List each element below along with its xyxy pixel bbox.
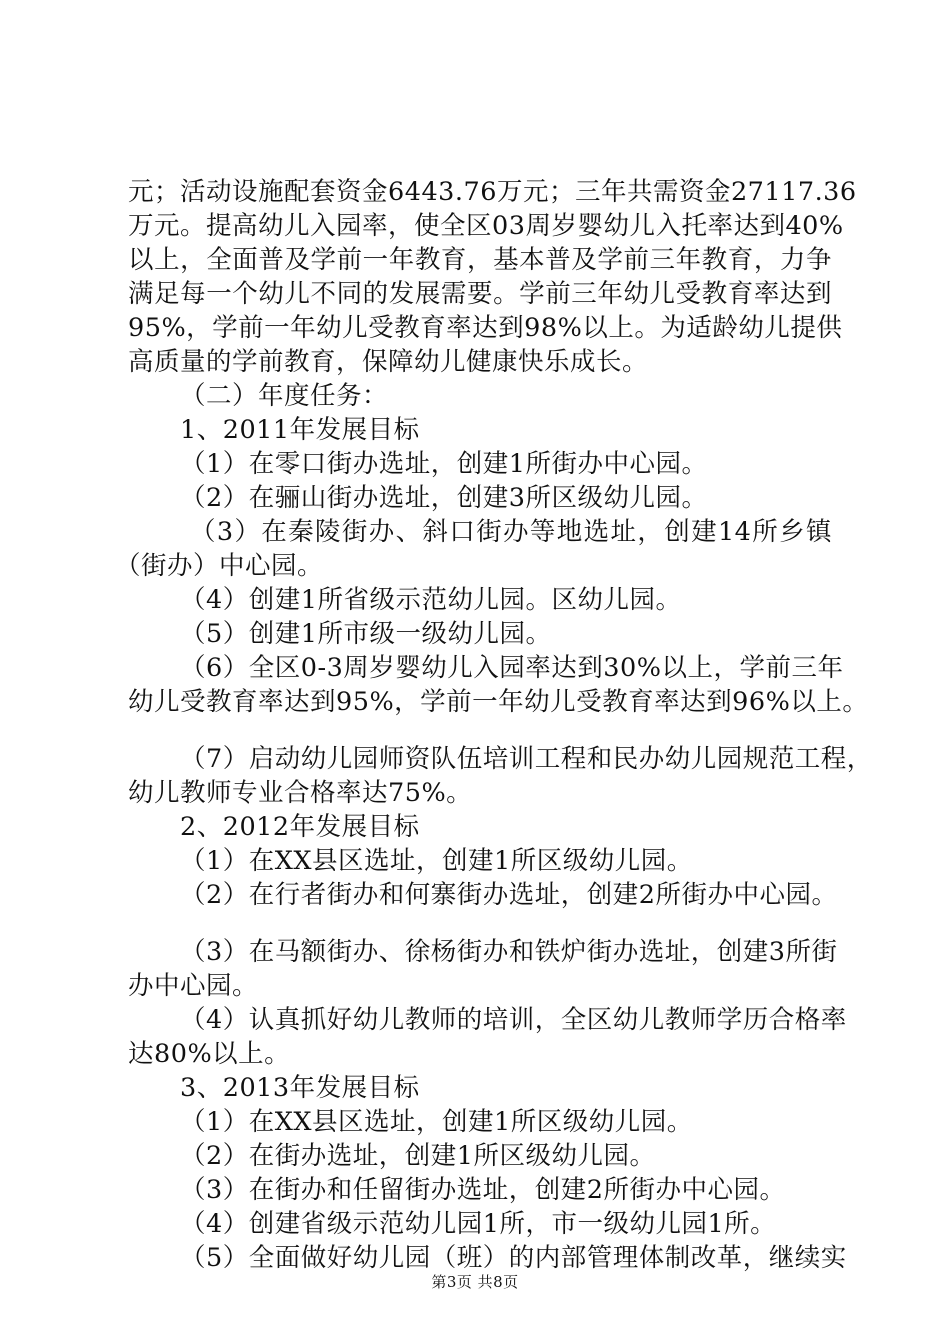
section-heading: （二）年度任务：	[180, 381, 389, 411]
list-item: （3）在街办和任留街办选址，创建2所街办中心园。	[180, 1175, 786, 1205]
list-item: （2）在骊山街办选址，创建3所区级幼儿园。	[180, 483, 708, 513]
list-item: （5）全面做好幼儿园（班）的内部管理体制改革，继续实	[180, 1243, 847, 1273]
list-item: （5）创建1所市级一级幼儿园。	[180, 619, 552, 649]
list-item: （3）在秦陵街办、斜口街办等地选址，创建14所乡镇	[190, 517, 832, 547]
list-item-continuation: 办中心园。	[128, 971, 259, 1001]
list-item-continuation: 达80%以上。	[128, 1039, 291, 1069]
paragraph-line: 高质量的学前教育，保障幼儿健康快乐成长。	[128, 347, 649, 377]
paragraph-line: 95%，学前一年幼儿受教育率达到98%以上。为适龄幼儿提供	[128, 313, 843, 343]
paragraph-line: 以上，全面普及学前一年教育，基本普及学前三年教育，力争	[128, 245, 832, 275]
paragraph-line: 万元。提高幼儿入园率，使全区03周岁婴幼儿入托率达到40%	[128, 211, 844, 241]
subsection-heading: 2、2012年发展目标	[180, 812, 420, 842]
subsection-heading: 1、2011年发展目标	[180, 415, 420, 445]
list-item-continuation: 幼儿教师专业合格率达75%。	[128, 778, 473, 808]
list-item-continuation: （街办）中心园。	[115, 551, 324, 581]
list-item: （2）在行者街办和何寨街办选址，创建2所街办中心园。	[180, 880, 838, 910]
page-number-footer: 第3页 共8页	[431, 1273, 519, 1291]
subsection-heading: 3、2013年发展目标	[180, 1073, 420, 1103]
list-item: （6）全区0-3周岁婴幼儿入园率达到30%以上，学前三年	[180, 653, 844, 683]
list-item: （7）启动幼儿园师资队伍培训工程和民办幼儿园规范工程，	[180, 744, 873, 774]
list-item: （4）创建1所省级示范幼儿园。区幼儿园。	[180, 585, 682, 615]
list-item: （4）创建省级示范幼儿园1所，市一级幼儿园1所。	[180, 1209, 777, 1239]
list-item: （2）在街办选址，创建1所区级幼儿园。	[180, 1141, 656, 1171]
list-item: （1）在XX县区选址，创建1所区级幼儿园。	[180, 846, 693, 876]
list-item: （3）在马额街办、徐杨街办和铁炉街办选址，创建3所街	[180, 937, 838, 967]
paragraph-line: 元；活动设施配套资金6443.76万元；三年共需资金27117.36	[128, 177, 857, 207]
list-item: （1）在零口街办选址，创建1所街办中心园。	[180, 449, 708, 479]
list-item: （4）认真抓好幼儿教师的培训，全区幼儿教师学历合格率	[180, 1005, 847, 1035]
list-item: （1）在XX县区选址，创建1所区级幼儿园。	[180, 1107, 693, 1137]
paragraph-line: 满足每一个幼儿不同的发展需要。学前三年幼儿受教育率达到	[128, 279, 832, 309]
list-item-continuation: 幼儿受教育率达到95%，学前一年幼儿受教育率达到96%以上。	[128, 687, 869, 717]
